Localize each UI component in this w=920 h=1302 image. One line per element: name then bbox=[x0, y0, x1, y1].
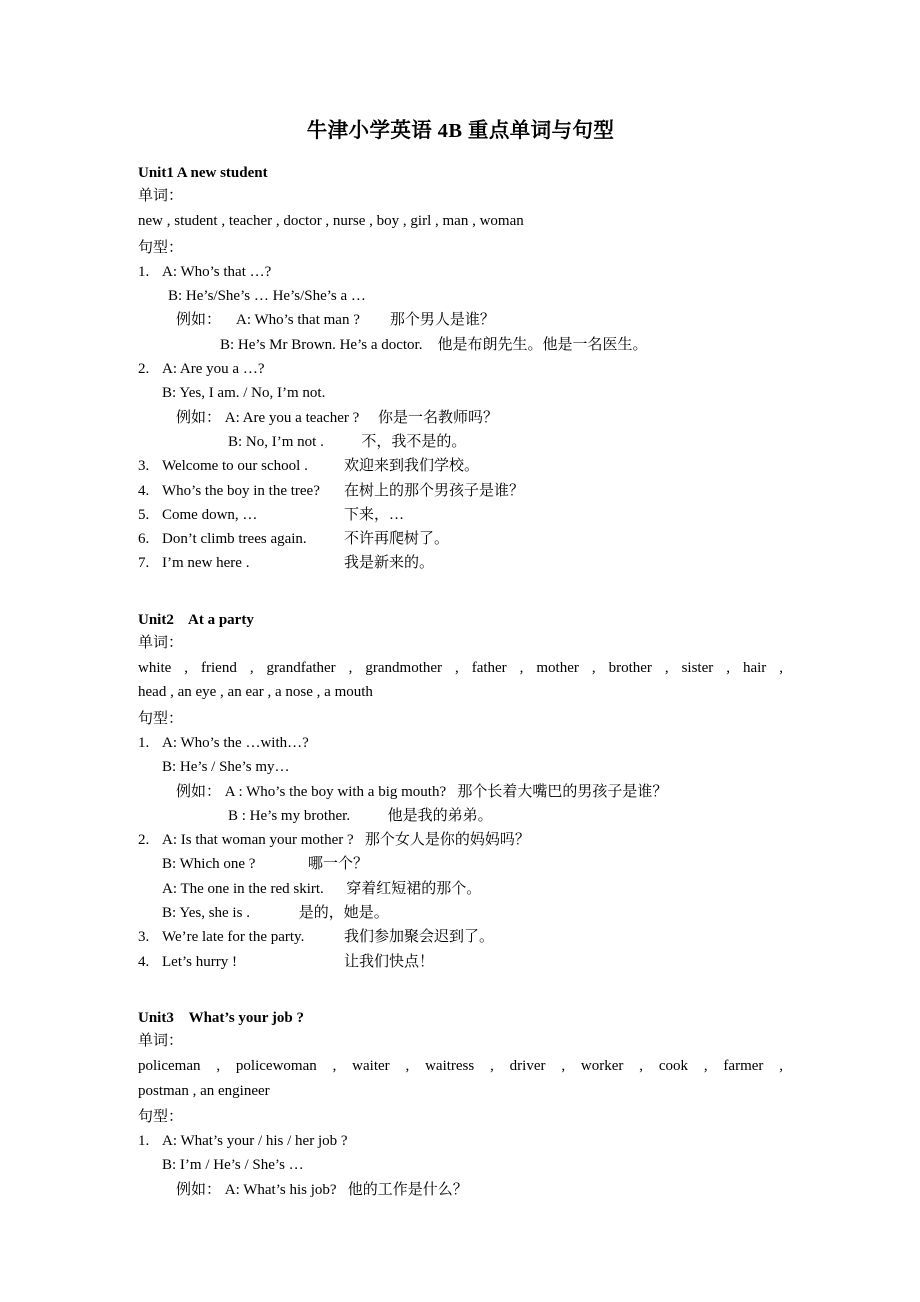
vocabulary-line: white , friend , grandfather , grandmother , father , mother , brother , sister , hair , bbox=[138, 660, 783, 677]
patterns-label: 句型： bbox=[138, 239, 184, 256]
pattern-number: 6. bbox=[138, 531, 150, 548]
vocabulary-line: policeman , policewoman , waiter , waitress , driver , worker , cook , farmer , bbox=[138, 1058, 783, 1075]
pattern-line bbox=[162, 925, 783, 949]
pattern-line: A: Is that woman your mother ? 那个女人是你的妈妈吗？ bbox=[162, 832, 530, 849]
pattern-line: B : He’s my brother. 他是我的弟弟。 bbox=[228, 807, 493, 824]
pattern-english: Who’s the boy in the tree? bbox=[162, 482, 320, 499]
pattern-chinese: 让我们快点！ bbox=[344, 953, 435, 970]
pattern-chinese: 我是新来的。 bbox=[344, 555, 435, 572]
pattern-line: 例如： A : Who’s the boy with a big mouth? 那个长着大嘴巴的男孩子是谁？ bbox=[176, 783, 668, 800]
pattern-english: I’m new here . bbox=[162, 555, 250, 572]
pattern-line: A: Are you a …? bbox=[162, 361, 265, 378]
page-title: 牛津小学英语 4B 重点单词与句型 bbox=[306, 120, 615, 142]
pattern-body bbox=[162, 527, 783, 551]
pattern-item bbox=[138, 454, 783, 478]
pattern-english: Let’s hurry ! bbox=[162, 953, 237, 970]
unit-heading: Unit2 At a party bbox=[138, 611, 254, 628]
pattern-body bbox=[162, 357, 783, 454]
vocabulary-label: 单词： bbox=[138, 634, 184, 651]
pattern-line: A: Who’s that …? bbox=[162, 263, 272, 280]
vocabulary-line: new , student , teacher , doctor , nurse , boy , girl , man , woman bbox=[138, 213, 524, 230]
pattern-body bbox=[162, 454, 783, 478]
pattern-body bbox=[162, 731, 783, 828]
pattern-number: 7. bbox=[138, 555, 150, 572]
unit-section bbox=[138, 612, 783, 974]
pattern-item bbox=[138, 731, 783, 828]
pattern-item bbox=[138, 950, 783, 974]
pattern-line: B: He’s Mr Brown. He’s a doctor. 他是布朗先生。他是一名医生。 bbox=[220, 336, 648, 353]
pattern-line: 例如： A: What’s his job? 他的工作是什么？ bbox=[176, 1181, 468, 1198]
pattern-item bbox=[138, 503, 783, 527]
pattern-body bbox=[162, 260, 783, 357]
unit-heading: Unit1 A new student bbox=[138, 165, 268, 181]
document-page bbox=[138, 0, 783, 1202]
pattern-list bbox=[138, 260, 783, 576]
pattern-line bbox=[162, 503, 783, 527]
vocabulary-list bbox=[138, 1054, 783, 1103]
pattern-number: 5. bbox=[138, 506, 150, 523]
pattern-line bbox=[162, 454, 783, 478]
pattern-number: 1. bbox=[138, 1133, 150, 1150]
pattern-number: 3. bbox=[138, 929, 150, 946]
unit-section bbox=[138, 1010, 783, 1202]
pattern-number: 4. bbox=[138, 953, 150, 970]
pattern-list bbox=[138, 1129, 783, 1202]
pattern-body bbox=[162, 950, 783, 974]
pattern-chinese: 欢迎来到我们学校。 bbox=[344, 458, 480, 475]
units-container bbox=[138, 165, 783, 1202]
pattern-item bbox=[138, 551, 783, 575]
unit-heading: Unit3 What’s your job ? bbox=[138, 1009, 304, 1026]
pattern-english: Don’t climb trees again. bbox=[162, 531, 307, 548]
pattern-item bbox=[138, 357, 783, 454]
pattern-number: 3. bbox=[138, 458, 150, 475]
pattern-body bbox=[162, 828, 783, 925]
pattern-chinese: 不许再爬树了。 bbox=[344, 531, 450, 548]
pattern-line: B: Yes, I am. / No, I’m not. bbox=[162, 385, 326, 402]
unit-section bbox=[138, 165, 783, 576]
pattern-item bbox=[138, 479, 783, 503]
pattern-line: 例如： A: Who’s that man ? 那个男人是谁？ bbox=[176, 312, 495, 329]
vocabulary-label: 单词： bbox=[138, 188, 184, 204]
pattern-english: Come down, … bbox=[162, 506, 258, 523]
pattern-line: B: No, I’m not . 不，我不是的。 bbox=[228, 433, 467, 450]
patterns-label: 句型： bbox=[138, 710, 184, 727]
pattern-line: A: The one in the red skirt. 穿着红短裙的那个。 bbox=[162, 880, 482, 897]
pattern-body bbox=[162, 479, 783, 503]
pattern-item bbox=[138, 260, 783, 357]
pattern-line: A: What’s your / his / her job ? bbox=[162, 1133, 348, 1150]
pattern-item bbox=[138, 527, 783, 551]
pattern-line bbox=[162, 551, 783, 575]
pattern-line: B: He’s / She’s my… bbox=[162, 759, 290, 776]
pattern-body bbox=[162, 1129, 783, 1202]
pattern-line: B: Which one ? 哪一个？ bbox=[162, 856, 368, 873]
pattern-english: We’re late for the party. bbox=[162, 929, 305, 946]
pattern-item bbox=[138, 925, 783, 949]
pattern-line bbox=[162, 950, 783, 974]
pattern-english: Welcome to our school . bbox=[162, 458, 308, 475]
pattern-chinese: 我们参加聚会迟到了。 bbox=[344, 929, 495, 946]
unit-spacer bbox=[138, 576, 783, 590]
pattern-line: 例如： A: Are you a teacher ? 你是一名教师吗？ bbox=[176, 409, 499, 426]
pattern-number: 1. bbox=[138, 734, 150, 751]
pattern-body bbox=[162, 503, 783, 527]
pattern-number: 2. bbox=[138, 361, 150, 378]
pattern-line bbox=[162, 527, 783, 551]
pattern-number: 2. bbox=[138, 832, 150, 849]
vocabulary-list bbox=[138, 209, 783, 233]
pattern-line: B: Yes, she is . 是的，她是。 bbox=[162, 905, 389, 922]
pattern-list bbox=[138, 731, 783, 974]
pattern-item bbox=[138, 828, 783, 925]
pattern-chinese: 在树上的那个男孩子是谁？ bbox=[344, 482, 525, 499]
pattern-line: A: Who’s the …with…? bbox=[162, 734, 309, 751]
pattern-line: B: I’m / He’s / She’s … bbox=[162, 1157, 304, 1174]
vocabulary-list bbox=[138, 656, 783, 705]
vocabulary-line: head , an eye , an ear , a nose , a mouth bbox=[138, 684, 373, 701]
pattern-item bbox=[138, 1129, 783, 1202]
pattern-body bbox=[162, 551, 783, 575]
vocabulary-label: 单词： bbox=[138, 1032, 184, 1049]
pattern-line bbox=[162, 479, 783, 503]
pattern-chinese: 下来，… bbox=[344, 506, 405, 523]
pattern-body bbox=[162, 925, 783, 949]
pattern-number: 4. bbox=[138, 482, 150, 499]
patterns-label: 句型： bbox=[138, 1108, 184, 1125]
vocabulary-line: postman , an engineer bbox=[138, 1082, 270, 1099]
unit-spacer bbox=[138, 974, 783, 988]
pattern-number: 1. bbox=[138, 263, 150, 280]
pattern-line: B: He’s/She’s … He’s/She’s a … bbox=[168, 288, 366, 305]
